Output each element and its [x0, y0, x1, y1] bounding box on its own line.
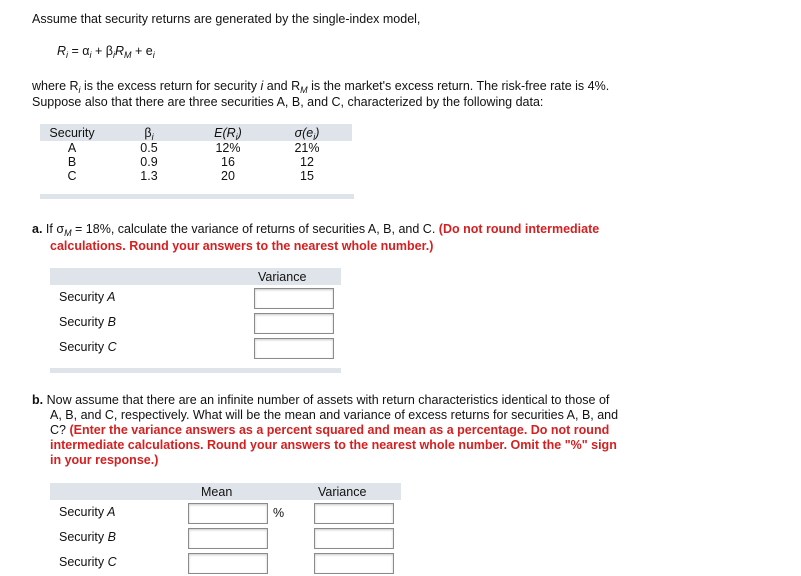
- variance-input-b[interactable]: [254, 313, 334, 334]
- part-b-prefix: b.: [32, 393, 44, 407]
- eq-sub-i-4: i: [152, 50, 155, 60]
- part-b-line-2: A, B, and C, respectively. What will be the mean and variance of excess returns for securities A, B, and: [50, 408, 619, 422]
- part-a-footer-band: [50, 368, 341, 373]
- eq-e: + e: [131, 44, 153, 58]
- mean-input-a[interactable]: [188, 503, 268, 524]
- table-cell: 15: [300, 169, 314, 183]
- part-a-instruction-2: calculations. Round your answers to the nearest whole number.): [50, 239, 434, 253]
- sig-text: σ(e: [294, 125, 314, 140]
- where-sub-m: M: [300, 85, 308, 95]
- where-text-4: is the market's excess return. The risk-free rate is 4%.: [307, 79, 610, 93]
- eq-sub-i-3: i: [112, 50, 115, 60]
- part-a-row-label: [59, 315, 116, 329]
- table-cell: 12: [300, 155, 314, 169]
- variance-input-a[interactable]: [254, 288, 334, 309]
- row-label-text: Security: [59, 340, 105, 354]
- table-cell: 1.3: [140, 169, 158, 183]
- table-row: [40, 155, 352, 169]
- eq-sub-i-2: i: [89, 50, 92, 60]
- intro-line-1: Assume that security returns are generated by the single-index model,: [32, 12, 421, 26]
- row-label-text: Security: [59, 315, 105, 329]
- col-expected-return: $E(R_i)$: [194, 124, 262, 141]
- eq-sub-i: i: [66, 50, 69, 60]
- table-cell: 20: [221, 169, 235, 183]
- table-cell: C: [67, 169, 77, 183]
- part-b-row-label: [59, 530, 116, 544]
- securities-table: [40, 124, 352, 183]
- variance-input-c[interactable]: [314, 553, 394, 574]
- table-cell: B: [67, 155, 77, 169]
- table-row: [40, 141, 352, 155]
- beta-sym: β: [144, 125, 152, 140]
- table-cell: 21%: [294, 141, 320, 155]
- mean-input-c[interactable]: [188, 553, 268, 574]
- part-a-prefix: a.: [32, 222, 43, 236]
- eq-sub-m: M: [123, 50, 132, 60]
- row-label-letter: B: [107, 530, 116, 544]
- col-sigma-e: $\sigma(e_i)$: [262, 124, 352, 141]
- row-label-letter: A: [107, 505, 116, 519]
- where-text-2: is the excess return for security: [80, 79, 261, 93]
- row-label-letter: A: [107, 290, 116, 304]
- where-text-3: and R: [263, 79, 301, 93]
- part-b-row-label: [59, 505, 116, 519]
- table-cell: 0.9: [140, 155, 158, 169]
- part-b-variance-header: Variance: [318, 485, 367, 499]
- beta-sub: i: [151, 131, 154, 142]
- part-b-mean-header: Mean: [201, 485, 233, 499]
- part-a-sub-m: M: [64, 228, 72, 238]
- part-a-line-1: [32, 222, 599, 236]
- er-sub: i: [235, 131, 238, 142]
- row-label-text: Security: [59, 505, 105, 519]
- part-b-text-1: Now assume that there are an infinite number of assets with return characteristics identical to those of: [46, 393, 610, 407]
- part-b-row-label: [59, 555, 117, 569]
- eq-r: R: [57, 44, 67, 58]
- row-label-text: Security: [59, 290, 105, 304]
- intro-line-3: Suppose also that there are three securities A, B, and C, characterized by the following data:: [32, 95, 544, 109]
- er-text: E(R: [214, 125, 236, 140]
- eq-beta: + β: [91, 44, 113, 58]
- where-i: i: [260, 79, 264, 93]
- eq-rm: R: [114, 44, 124, 58]
- table-cell: 16: [221, 155, 235, 169]
- part-a-instruction-1: (Do not round intermediate: [438, 222, 600, 236]
- table-cell: 0.5: [140, 141, 158, 155]
- variance-input-a[interactable]: [314, 503, 394, 524]
- percent-sign: %: [273, 506, 285, 520]
- sig-sub: i: [313, 131, 316, 142]
- part-b-line-1: [32, 393, 609, 407]
- mean-input-b[interactable]: [188, 528, 268, 549]
- part-b-line-3: [50, 423, 609, 437]
- col-security: Security: [40, 124, 104, 141]
- table-cell: 12%: [215, 141, 241, 155]
- part-a-text: = 18%, calculate the variance of returns of securities A, B, and C.: [71, 222, 439, 236]
- table-row: [40, 169, 352, 183]
- row-label-text: Security: [59, 555, 105, 569]
- variance-input-c[interactable]: [254, 338, 334, 359]
- part-b-instruction-1: (Enter the variance answers as a percent squared and mean as a percentage. Do not round: [69, 423, 610, 437]
- where-text: where R: [32, 79, 79, 93]
- row-label-text: Security: [59, 530, 105, 544]
- part-b-text-3: C?: [50, 423, 70, 437]
- intro-line-2: [32, 79, 609, 93]
- table-cell: A: [67, 141, 77, 155]
- table-footer-band: [40, 194, 354, 199]
- part-b-instruction-2: intermediate calculations. Round your answers to the nearest whole number. Omit the "%" sign: [50, 438, 617, 452]
- part-a-row-label: [59, 290, 116, 304]
- col-beta: [104, 124, 194, 141]
- part-a-row-label: [59, 340, 117, 354]
- part-b-instruction-3: in your response.): [50, 453, 159, 467]
- row-label-letter: B: [107, 315, 116, 329]
- variance-input-b[interactable]: [314, 528, 394, 549]
- eq-alpha: = α: [68, 44, 90, 58]
- where-sub-i: i: [78, 85, 81, 95]
- part-a-sigma: If σ: [45, 222, 65, 236]
- part-a-variance-header: Variance: [258, 270, 307, 284]
- row-label-letter: C: [107, 555, 117, 569]
- row-label-letter: C: [107, 340, 117, 354]
- model-equation: [57, 44, 155, 58]
